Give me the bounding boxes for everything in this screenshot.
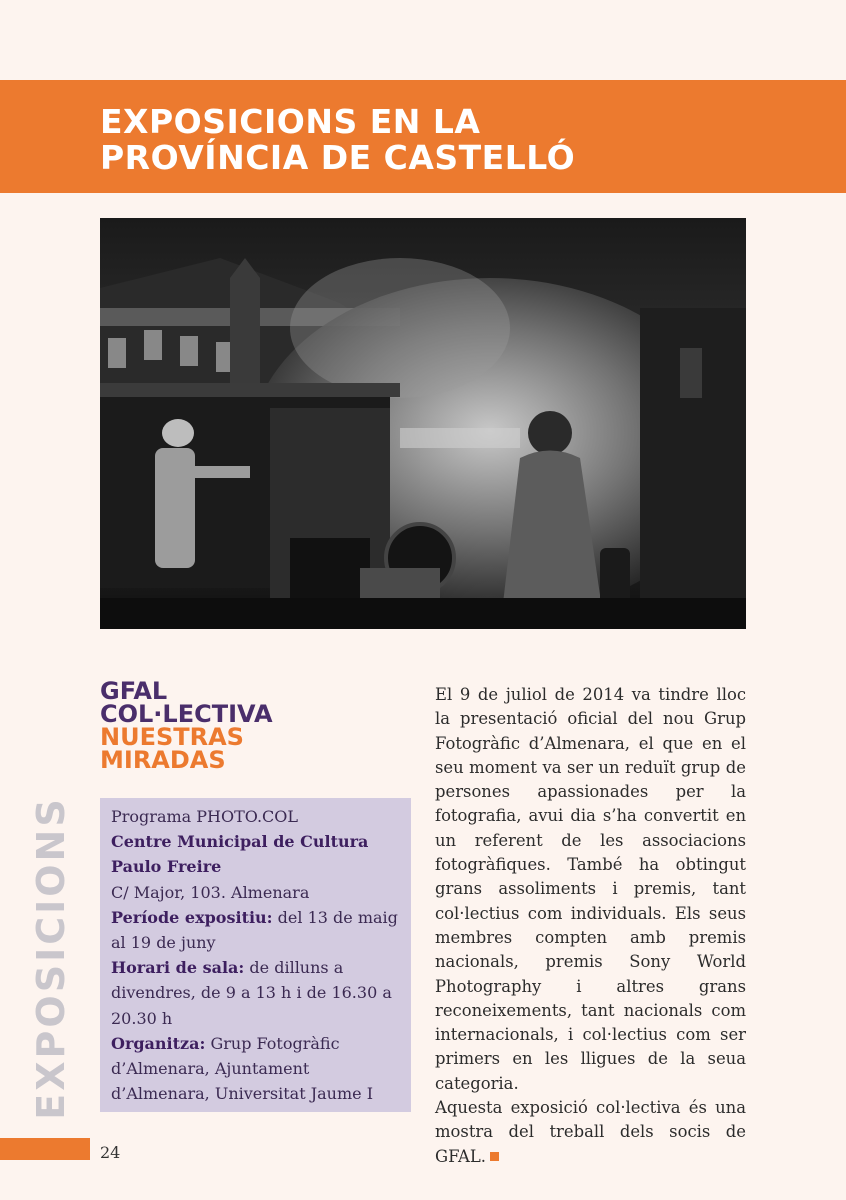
closing-text: Aquesta exposició col·lectiva és una mostra del treball dels socis de GFAL. xyxy=(435,1098,746,1166)
side-label-text: EXPOSICIONS xyxy=(29,796,73,1120)
heading-line-collectiva: COL·LECTIVA xyxy=(100,700,273,728)
article-body xyxy=(435,683,746,1169)
venue-name xyxy=(111,829,403,854)
organizers xyxy=(111,1031,403,1107)
heading-line-miradas: MIRADAS xyxy=(100,746,226,774)
page-title-line1: EXPOSICIONS EN LA xyxy=(100,102,481,141)
org-value: Grup Fotogràfic d’Almenara, Ajuntament d’Almenara, Universitat Jaume I xyxy=(111,1033,374,1104)
footer-accent-bar xyxy=(0,1138,90,1160)
page-title xyxy=(100,104,575,176)
exhibition-period xyxy=(111,905,403,955)
page-number: 24 xyxy=(100,1143,121,1162)
header-banner xyxy=(0,80,846,193)
venue-line2: Paulo Freire xyxy=(111,857,222,877)
exhibition-info-box xyxy=(100,798,411,1112)
exhibition-photo xyxy=(100,218,746,629)
hours-value: de dilluns a divendres, de 9 a 13 h i de 16.30 a 20.30 h xyxy=(111,958,392,1028)
hours-label: Horari de sala: xyxy=(111,958,245,978)
venue-line1: Centre Municipal de Cultura xyxy=(111,832,369,852)
opening-hours xyxy=(111,955,403,1031)
photo-steam-train-station xyxy=(100,218,746,629)
period-value: del 13 de maig al 19 de juny xyxy=(111,907,398,953)
article-paragraph-closing xyxy=(435,1096,746,1169)
exhibition-heading xyxy=(100,677,410,774)
org-label: Organitza: xyxy=(111,1033,206,1053)
article-paragraph: El 9 de juliol de 2014 va tindre lloc la presentació oficial del nou Grup Fotogràfic d’Almenara, el que en el seu moment va ser un reduït grup de persones apassionades per la fotografia, avui dia s’ha convertit en un referent de les associacions fotogràfiques. També ha obtingut grans assoliments i premis, tant col·lectius com individuals. Els seus membres compten amb premis nacionals, premis Sony World Photography i altres grans reconeixements, tant nacionals com internacionals, i col·lectius com ser primers en les lligues de la seua categoria. xyxy=(435,685,746,1093)
heading-line-gfal: GFAL xyxy=(100,677,168,705)
venue-name-2 xyxy=(111,854,403,879)
section-side-label xyxy=(28,796,74,1120)
program-name: Programa PHOTO.COL xyxy=(111,807,299,826)
end-mark-icon xyxy=(490,1152,499,1161)
period-label: Període expositiu: xyxy=(111,907,273,927)
venue-address: C/ Major, 103. Almenara xyxy=(111,882,310,902)
heading-line-nuestras: NUESTRAS xyxy=(100,723,244,751)
page-title-line2: PROVÍNCIA DE CASTELLÓ xyxy=(100,138,576,177)
